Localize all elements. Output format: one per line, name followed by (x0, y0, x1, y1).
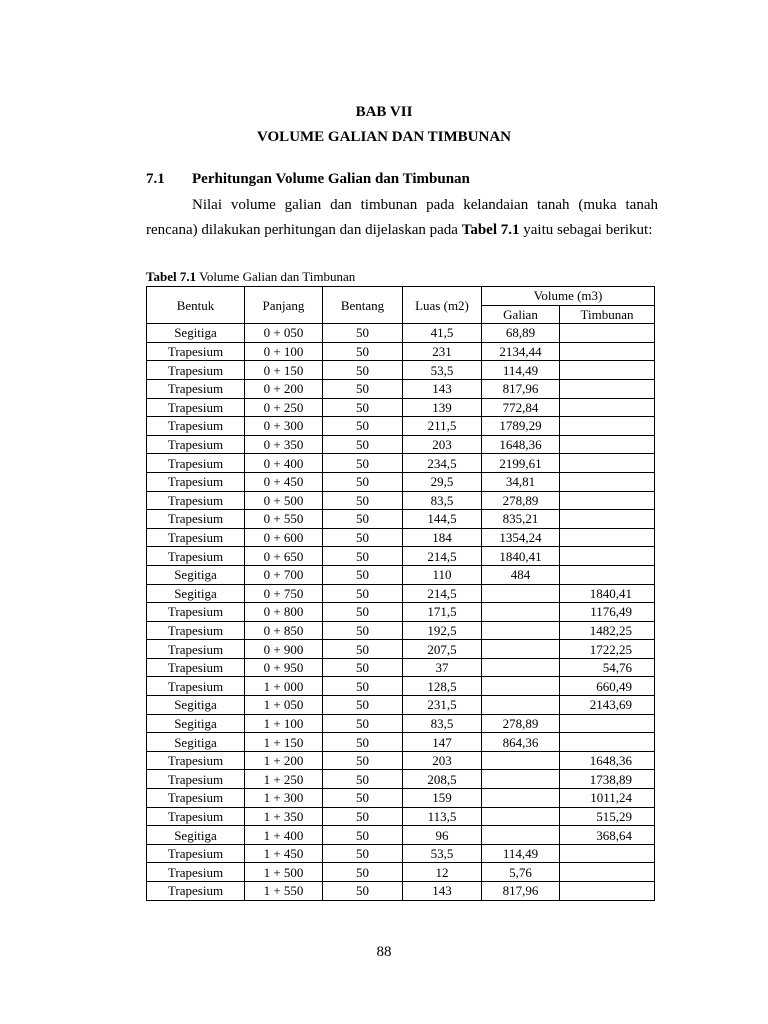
cell-bentuk: Trapesium (147, 882, 245, 901)
paragraph-text-after: yaitu sebagai berikut: (519, 222, 653, 238)
cell-luas: 159 (403, 789, 482, 808)
cell-bentang: 50 (323, 565, 403, 584)
cell-timbunan (560, 342, 655, 361)
cell-timbunan (560, 435, 655, 454)
cell-bentuk: Trapesium (147, 342, 245, 361)
cell-bentang: 50 (323, 621, 403, 640)
cell-bentang: 50 (323, 398, 403, 417)
cell-luas: 231 (403, 342, 482, 361)
cell-bentuk: Trapesium (147, 472, 245, 491)
cell-panjang: 0 + 950 (245, 658, 323, 677)
cell-timbunan: 1176,49 (560, 603, 655, 622)
cell-timbunan: 2143,69 (560, 696, 655, 715)
cell-luas: 12 (403, 863, 482, 882)
cell-panjang: 0 + 800 (245, 603, 323, 622)
header-volume: Volume (m3) (482, 287, 655, 306)
table-row (147, 547, 655, 566)
header-luas: Luas (m2) (403, 287, 482, 324)
paragraph-text-before: Nilai volume galian dan timbunan pada kelandaian tanah (muka tanah rencana) dilakukan perhitungan dan dijelaskan pada (146, 197, 658, 238)
cell-luas: 211,5 (403, 417, 482, 436)
cell-timbunan: 1648,36 (560, 751, 655, 770)
cell-galian: 484 (482, 565, 560, 584)
cell-panjang: 0 + 150 (245, 361, 323, 380)
cell-panjang: 0 + 100 (245, 342, 323, 361)
table-row (147, 435, 655, 454)
cell-timbunan (560, 882, 655, 901)
cell-galian: 278,89 (482, 491, 560, 510)
cell-luas: 83,5 (403, 714, 482, 733)
cell-galian: 1648,36 (482, 435, 560, 454)
cell-galian (482, 789, 560, 808)
cell-bentang: 50 (323, 714, 403, 733)
section-heading (146, 168, 666, 190)
table-row (147, 584, 655, 603)
cell-bentang: 50 (323, 844, 403, 863)
cell-bentang: 50 (323, 379, 403, 398)
cell-panjang: 1 + 100 (245, 714, 323, 733)
cell-timbunan (560, 361, 655, 380)
chapter-title: VOLUME GALIAN DAN TIMBUNAN (256, 129, 512, 145)
cell-bentuk: Trapesium (147, 751, 245, 770)
cell-bentuk: Segitiga (147, 714, 245, 733)
cell-bentang: 50 (323, 751, 403, 770)
cell-luas: 110 (403, 565, 482, 584)
table-row (147, 398, 655, 417)
cell-bentang: 50 (323, 342, 403, 361)
table-row (147, 863, 655, 882)
table-row (147, 324, 655, 343)
cell-luas: 83,5 (403, 491, 482, 510)
cell-bentuk: Segitiga (147, 324, 245, 343)
cell-panjang: 0 + 550 (245, 510, 323, 529)
table-row (147, 491, 655, 510)
body-paragraph (146, 193, 658, 243)
table-row (147, 379, 655, 398)
cell-galian: 1840,41 (482, 547, 560, 566)
cell-bentuk: Trapesium (147, 547, 245, 566)
cell-bentang: 50 (323, 361, 403, 380)
cell-panjang: 0 + 300 (245, 417, 323, 436)
cell-bentang: 50 (323, 807, 403, 826)
cell-bentang: 50 (323, 677, 403, 696)
cell-galian: 817,96 (482, 379, 560, 398)
cell-bentuk: Trapesium (147, 621, 245, 640)
cell-galian (482, 751, 560, 770)
cell-timbunan (560, 565, 655, 584)
cell-bentang: 50 (323, 882, 403, 901)
cell-timbunan: 368,64 (560, 826, 655, 845)
cell-bentang: 50 (323, 324, 403, 343)
cell-luas: 234,5 (403, 454, 482, 473)
cell-galian (482, 696, 560, 715)
cell-timbunan (560, 733, 655, 752)
cell-panjang: 0 + 200 (245, 379, 323, 398)
cell-galian: 772,84 (482, 398, 560, 417)
cell-panjang: 0 + 350 (245, 435, 323, 454)
cell-bentuk: Trapesium (147, 491, 245, 510)
cell-timbunan (560, 472, 655, 491)
cell-bentang: 50 (323, 863, 403, 882)
cell-panjang: 1 + 250 (245, 770, 323, 789)
cell-panjang: 1 + 200 (245, 751, 323, 770)
cell-bentuk: Trapesium (147, 417, 245, 436)
cell-panjang: 0 + 500 (245, 491, 323, 510)
cell-galian: 114,49 (482, 844, 560, 863)
cell-bentang: 50 (323, 584, 403, 603)
cell-bentuk: Trapesium (147, 603, 245, 622)
cell-galian: 2199,61 (482, 454, 560, 473)
cell-panjang: 0 + 050 (245, 324, 323, 343)
cell-galian (482, 603, 560, 622)
cell-galian (482, 621, 560, 640)
cell-luas: 53,5 (403, 844, 482, 863)
cell-galian: 114,49 (482, 361, 560, 380)
cell-panjang: 0 + 900 (245, 640, 323, 659)
cell-galian (482, 677, 560, 696)
cell-luas: 214,5 (403, 584, 482, 603)
table-row (147, 528, 655, 547)
cell-timbunan (560, 714, 655, 733)
cell-timbunan (560, 547, 655, 566)
cell-bentang: 50 (323, 491, 403, 510)
cell-timbunan: 515,29 (560, 807, 655, 826)
chapter-heading: BAB VII (355, 104, 413, 120)
cell-bentuk: Trapesium (147, 454, 245, 473)
cell-panjang: 1 + 450 (245, 844, 323, 863)
cell-luas: 143 (403, 379, 482, 398)
cell-timbunan: 1482,25 (560, 621, 655, 640)
table-row (147, 361, 655, 380)
cell-timbunan (560, 528, 655, 547)
cell-galian (482, 826, 560, 845)
cell-bentang: 50 (323, 658, 403, 677)
table-row (147, 733, 655, 752)
cell-bentuk: Trapesium (147, 658, 245, 677)
cell-panjang: 0 + 250 (245, 398, 323, 417)
table-header-row (147, 287, 655, 306)
cell-luas: 113,5 (403, 807, 482, 826)
cell-bentang: 50 (323, 640, 403, 659)
cell-luas: 37 (403, 658, 482, 677)
table-row (147, 658, 655, 677)
cell-panjang: 0 + 850 (245, 621, 323, 640)
cell-galian: 278,89 (482, 714, 560, 733)
table-row (147, 640, 655, 659)
cell-galian: 68,89 (482, 324, 560, 343)
section-number: 7.1 (146, 171, 165, 187)
cell-galian: 2134,44 (482, 342, 560, 361)
table-row (147, 603, 655, 622)
cell-timbunan (560, 417, 655, 436)
cell-panjang: 1 + 350 (245, 807, 323, 826)
volume-table (146, 286, 655, 901)
cell-galian: 817,96 (482, 882, 560, 901)
cell-bentuk: Trapesium (147, 435, 245, 454)
cell-panjang: 1 + 000 (245, 677, 323, 696)
cell-timbunan (560, 324, 655, 343)
table-body (147, 324, 655, 900)
cell-bentang: 50 (323, 510, 403, 529)
header-galian: Galian (482, 305, 560, 324)
cell-bentang: 50 (323, 472, 403, 491)
table-row (147, 770, 655, 789)
cell-timbunan (560, 379, 655, 398)
cell-timbunan (560, 491, 655, 510)
cell-bentuk: Segitiga (147, 565, 245, 584)
cell-bentuk: Trapesium (147, 863, 245, 882)
cell-luas: 128,5 (403, 677, 482, 696)
table-row (147, 454, 655, 473)
page-number: 88 (376, 944, 392, 960)
cell-timbunan (560, 510, 655, 529)
cell-luas: 203 (403, 435, 482, 454)
cell-bentuk: Segitiga (147, 733, 245, 752)
cell-luas: 139 (403, 398, 482, 417)
table-caption-text: Volume Galian dan Timbunan (196, 269, 356, 284)
table-caption-label: Tabel 7.1 (146, 269, 197, 284)
cell-bentuk: Trapesium (147, 510, 245, 529)
table-row (147, 510, 655, 529)
cell-timbunan (560, 863, 655, 882)
cell-panjang: 0 + 750 (245, 584, 323, 603)
cell-galian: 835,21 (482, 510, 560, 529)
cell-panjang: 0 + 700 (245, 565, 323, 584)
cell-bentuk: Trapesium (147, 361, 245, 380)
cell-bentuk: Trapesium (147, 398, 245, 417)
cell-galian: 34,81 (482, 472, 560, 491)
cell-bentang: 50 (323, 733, 403, 752)
cell-bentuk: Trapesium (147, 789, 245, 808)
cell-timbunan: 1722,25 (560, 640, 655, 659)
cell-galian (482, 770, 560, 789)
cell-bentang: 50 (323, 603, 403, 622)
cell-luas: 96 (403, 826, 482, 845)
cell-bentuk: Trapesium (147, 677, 245, 696)
cell-bentuk: Segitiga (147, 584, 245, 603)
table-row (147, 677, 655, 696)
header-bentang: Bentang (323, 287, 403, 324)
paragraph-table-reference: Tabel 7.1 (461, 222, 520, 238)
cell-luas: 203 (403, 751, 482, 770)
cell-bentuk: Trapesium (147, 807, 245, 826)
cell-luas: 184 (403, 528, 482, 547)
cell-panjang: 1 + 050 (245, 696, 323, 715)
table-row (147, 417, 655, 436)
cell-bentang: 50 (323, 547, 403, 566)
cell-galian: 864,36 (482, 733, 560, 752)
header-timbunan: Timbunan (560, 305, 655, 324)
cell-bentang: 50 (323, 770, 403, 789)
cell-galian (482, 584, 560, 603)
table-row (147, 565, 655, 584)
cell-bentuk: Trapesium (147, 844, 245, 863)
cell-luas: 171,5 (403, 603, 482, 622)
cell-bentang: 50 (323, 417, 403, 436)
cell-timbunan: 1840,41 (560, 584, 655, 603)
cell-luas: 41,5 (403, 324, 482, 343)
cell-timbunan: 660,49 (560, 677, 655, 696)
cell-galian: 1354,24 (482, 528, 560, 547)
cell-bentang: 50 (323, 528, 403, 547)
cell-galian (482, 807, 560, 826)
cell-luas: 144,5 (403, 510, 482, 529)
cell-bentang: 50 (323, 696, 403, 715)
cell-bentuk: Segitiga (147, 696, 245, 715)
cell-luas: 53,5 (403, 361, 482, 380)
cell-luas: 147 (403, 733, 482, 752)
table-row (147, 751, 655, 770)
cell-timbunan: 54,76 (560, 658, 655, 677)
cell-panjang: 1 + 300 (245, 789, 323, 808)
cell-galian: 1789,29 (482, 417, 560, 436)
cell-luas: 208,5 (403, 770, 482, 789)
cell-panjang: 0 + 400 (245, 454, 323, 473)
cell-bentuk: Segitiga (147, 826, 245, 845)
table-row (147, 882, 655, 901)
cell-bentuk: Trapesium (147, 528, 245, 547)
cell-timbunan: 1011,24 (560, 789, 655, 808)
table-row (147, 714, 655, 733)
table-row (147, 826, 655, 845)
table-row (147, 696, 655, 715)
cell-bentuk: Trapesium (147, 770, 245, 789)
cell-panjang: 0 + 650 (245, 547, 323, 566)
table-row (147, 472, 655, 491)
header-bentuk: Bentuk (147, 287, 245, 324)
table-row (147, 807, 655, 826)
cell-luas: 29,5 (403, 472, 482, 491)
cell-panjang: 1 + 400 (245, 826, 323, 845)
section-title: Perhitungan Volume Galian dan Timbunan (192, 171, 470, 187)
cell-bentang: 50 (323, 789, 403, 808)
cell-timbunan: 1738,89 (560, 770, 655, 789)
cell-bentuk: Trapesium (147, 379, 245, 398)
cell-luas: 207,5 (403, 640, 482, 659)
cell-bentuk: Trapesium (147, 640, 245, 659)
cell-timbunan (560, 844, 655, 863)
cell-panjang: 1 + 500 (245, 863, 323, 882)
cell-panjang: 1 + 550 (245, 882, 323, 901)
table-row (147, 789, 655, 808)
cell-luas: 143 (403, 882, 482, 901)
cell-luas: 214,5 (403, 547, 482, 566)
cell-timbunan (560, 454, 655, 473)
table-caption (146, 268, 355, 286)
table-row (147, 342, 655, 361)
table-row (147, 844, 655, 863)
header-panjang: Panjang (245, 287, 323, 324)
cell-bentang: 50 (323, 826, 403, 845)
cell-bentang: 50 (323, 435, 403, 454)
table-row (147, 621, 655, 640)
cell-timbunan (560, 398, 655, 417)
cell-galian (482, 640, 560, 659)
cell-galian: 5,76 (482, 863, 560, 882)
cell-luas: 231,5 (403, 696, 482, 715)
cell-panjang: 1 + 150 (245, 733, 323, 752)
cell-panjang: 0 + 600 (245, 528, 323, 547)
cell-luas: 192,5 (403, 621, 482, 640)
cell-panjang: 0 + 450 (245, 472, 323, 491)
cell-galian (482, 658, 560, 677)
cell-bentang: 50 (323, 454, 403, 473)
